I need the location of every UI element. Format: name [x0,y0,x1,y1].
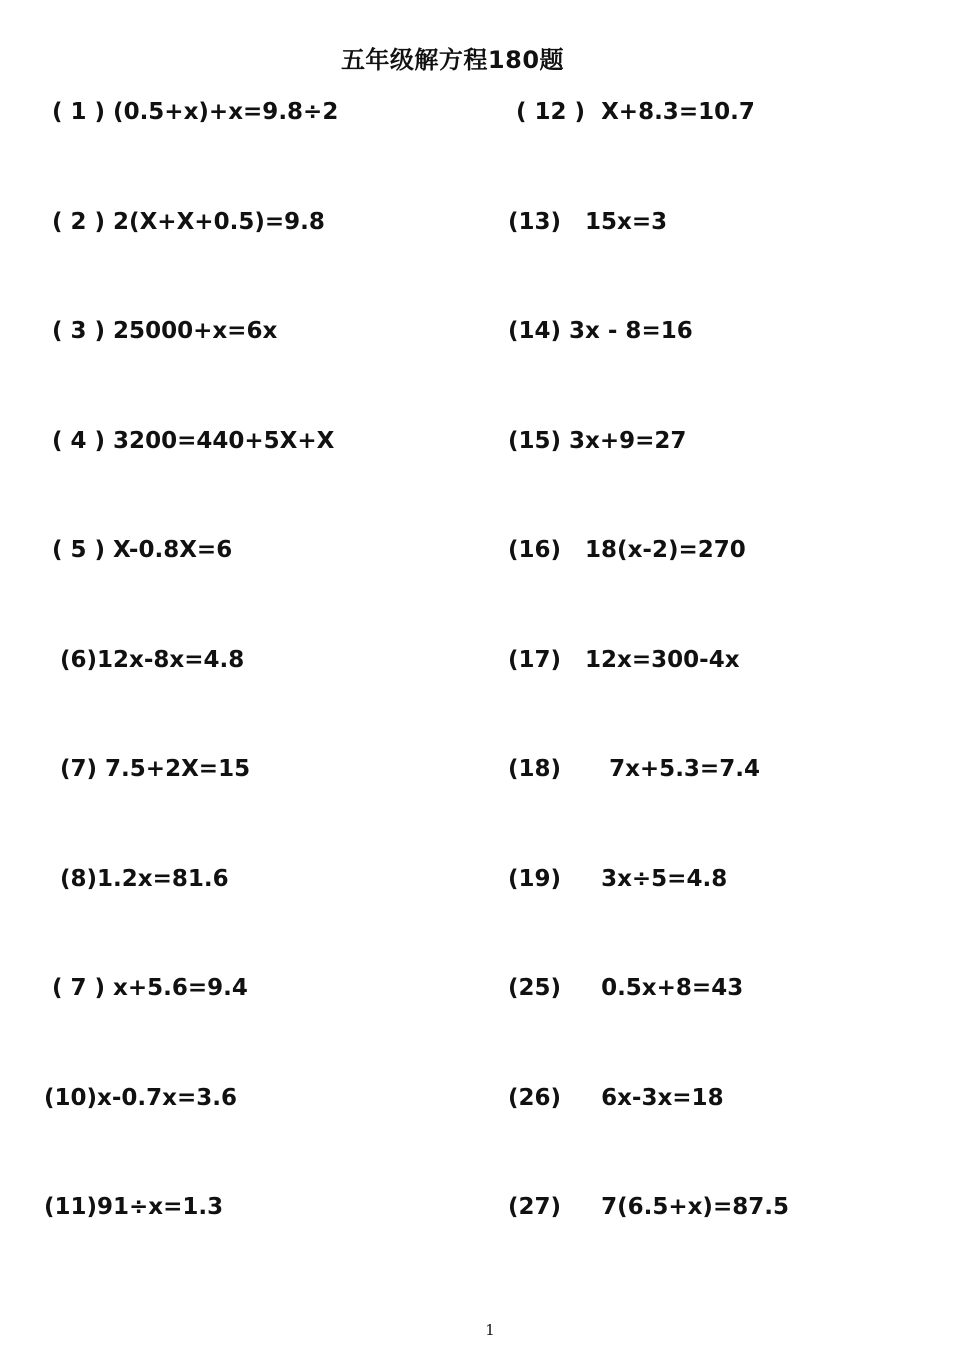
problem-item: (11)91÷x=1.3 [44,1194,224,1220]
problem-item: (8)1.2x=81.6 [44,865,229,892]
problem-item: ( 2 ) 2(X+X+0.5)=9.8 [44,208,325,235]
problem-item: (15) 3x+9=27 [508,427,687,454]
problem-item: ( 7 ) x+5.6=9.4 [44,975,248,1001]
page-number: 1 [485,1321,495,1339]
problem-item: ( 1 ) (0.5+x)+x=9.8÷2 [44,99,339,125]
problem-item: (25) 0.5x+8=43 [508,975,744,1001]
page-title: 五年级解方程180题 [340,46,565,74]
left-problem-column [44,94,484,1299]
problem-item: ( 5 ) X-0.8X=6 [44,537,233,563]
problem-item: (19) 3x÷5=4.8 [508,865,728,892]
problem-item: (16) 18(x-2)=270 [508,537,746,563]
problem-item: (13) 15x=3 [508,208,668,235]
problem-item: (10)x-0.7x=3.6 [44,1084,238,1111]
problem-item: ( 3 ) 25000+x=6x [44,318,278,344]
problem-item: (18) 7x+5.3=7.4 [508,756,760,782]
problem-item: (27) 7(6.5+x)=87.5 [508,1194,789,1220]
problem-item: (26) 6x-3x=18 [508,1084,724,1111]
problem-item: ( 4 ) 3200=440+5X+X [44,427,335,454]
problem-item: (6)12x-8x=4.8 [44,646,245,673]
right-problem-column [508,94,938,1299]
problem-item: (7) 7.5+2X=15 [44,756,251,782]
problem-item: (14) 3x - 8=16 [508,318,693,344]
problem-item: ( 12 ) X+8.3=10.7 [508,99,755,125]
problem-item: (17) 12x=300-4x [508,646,740,673]
